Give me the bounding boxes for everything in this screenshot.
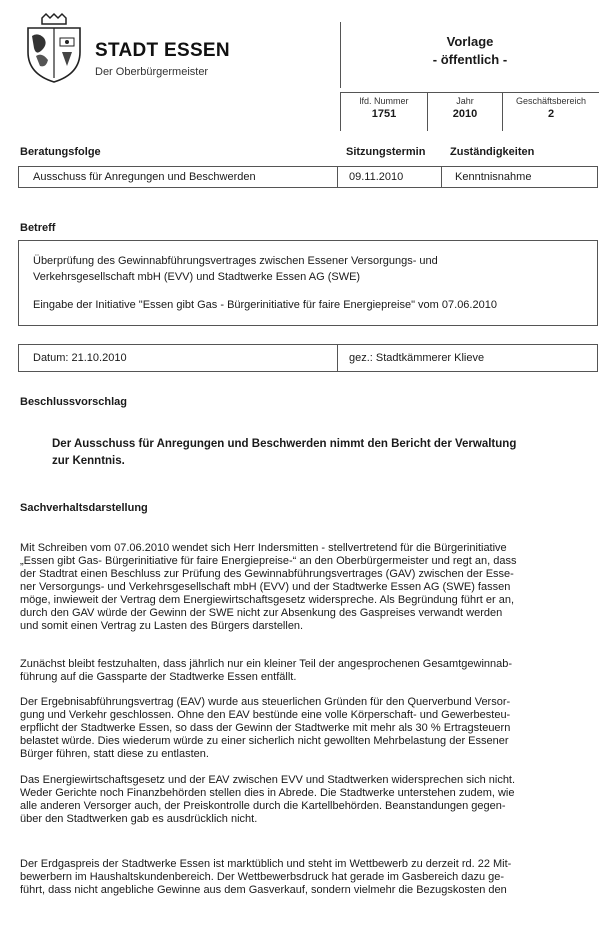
paragraph-line: Weder Gerichte noch Finanzbehörden stellen dies in Abrede. Die Stadtwerke unterstehen zudem, wie: [20, 787, 515, 799]
paragraph-line: möge, inwieweit der Vertrag dem Energiewirtschaftsgesetz widerspreche. Als Begründung führt er an,: [20, 594, 515, 606]
paragraph-line: erpflicht der Stadtwerke Essen, so dass der Gewinn der Stadtwerke mit mehr als 30 % Ertragsteuern: [20, 722, 511, 734]
betreff-line-1: Überprüfung des Gewinnabführungsvertrages zwischen Essener Versorgungs- und: [33, 255, 438, 267]
meta-label: Jahr: [456, 96, 474, 106]
meta-label: Geschäftsbereich: [515, 96, 587, 106]
paragraph-1: [20, 542, 568, 633]
sachverhalt-heading: Sachverhaltsdarstellung: [20, 502, 148, 514]
doc-type: Vorlage: [446, 34, 494, 49]
paragraph-line: alle anderen Versorger auch, der Preiskontrolle durch die Kartellbehörden. Beanstandungen gegen-: [20, 800, 506, 812]
paragraph-3: [20, 696, 568, 761]
meta-value: 2: [547, 108, 555, 120]
betreff-heading: Betreff: [20, 222, 56, 234]
paragraph-line: „Essen gibt Gas- Bürgerinitiative für faire Energiepreise-“ an den Oberbürgermeister und regt an, dass: [20, 555, 517, 567]
zustaendigkeit: Kenntnisnahme: [455, 171, 532, 183]
org-name: STADT ESSEN: [95, 40, 230, 61]
beratungsfolge-heading: Beratungsfolge: [20, 146, 101, 158]
signatory: gez.: Stadtkämmerer Klieve: [349, 352, 485, 364]
paragraph-line: über den Stadtwerken gab es ausdrücklich nicht.: [20, 813, 258, 825]
city-coat-of-arms-logo: [22, 12, 86, 84]
paragraph-line: Das Energiewirtschaftsgesetz und der EAV zwischen EVV und Stadtwerken widersprechen sich nicht.: [20, 774, 516, 786]
betreff-line-3: Eingabe der Initiative "Essen gibt Gas - Bürgerinitiative für faire Energiepreise" vom 07.06.2010: [33, 299, 497, 311]
paragraph-line: gung und Verkehr geschlossen. Ohne den EAV bestünde eine volle Körperschaft- und Gewerbesteu-: [20, 709, 511, 721]
sitzungstermin-heading: Sitzungstermin: [346, 146, 426, 158]
beschlussvorschlag-heading: Beschlussvorschlag: [20, 396, 127, 408]
paragraph-line: bewerbern im Haushaltskundenbereich. Der Wettbewerbsdruck hat gerade im Gasbereich dazu ge-: [20, 871, 505, 883]
paragraph-line: führt, dass nicht angebliche Gewinne aus dem Gasverkauf, sondern vielmehr die Bezugskosten den: [20, 884, 507, 896]
datum-row: [18, 344, 598, 372]
paragraph-line: Mit Schreiben vom 07.06.2010 wendet sich Herr Indersmitten - stellvertretend für die Bürgerinitiative: [20, 542, 507, 554]
beschluss-line-1: Der Ausschuss für Anregungen und Beschwerden nimmt den Bericht der Verwaltung: [52, 438, 517, 450]
paragraph-line: Der Ergebnisabführungsvertrag (EAV) wurde aus steuerlichen Gründen für den Querverbund Versor-: [20, 696, 511, 708]
meta-value: 2010: [452, 108, 478, 120]
meta-table: [340, 92, 599, 131]
paragraph-line: Bürger führen, statt diese zu entlasten.: [20, 748, 209, 760]
beschluss-line-2: zur Kenntnis.: [52, 455, 125, 467]
paragraph-line: und somit einen Vertrag zu Lasten des Bürgers darstellen.: [20, 620, 304, 632]
gremium: Ausschuss für Anregungen und Beschwerden: [33, 171, 256, 183]
meta-year-cell: [428, 93, 502, 131]
paragraph-2: [20, 658, 568, 684]
paragraph-line: durch den GAV würde der Gewinn der SWE nicht zur Absenkung des Gaspreises verwandt werden: [20, 607, 503, 619]
paragraph-line: belastet würde. Dies wiederum würde zu einer sicherlich nicht gewollten Mehrbelastung der Essener: [20, 735, 509, 747]
meta-number-cell: [341, 93, 427, 131]
paragraph-line: Der Erdgaspreis der Stadtwerke Essen ist marktüblich und steht im Wettbewerb zu derzeit rd. 22 Mit-: [20, 858, 512, 870]
meta-division-cell: [503, 93, 599, 131]
meta-label: lfd. Nummer: [359, 96, 409, 106]
paragraph-5: [20, 858, 568, 897]
paragraph-line: der Stadtrat einen Beschluss zur Prüfung des Gewinnabführungsvertrages (GAV) zwischen der Esse-: [20, 568, 514, 580]
paragraph-line: führung auf die Gassparte der Stadtwerke Essen entfällt.: [20, 671, 297, 683]
visibility-label: - öffentlich -: [432, 52, 508, 67]
org-subtitle: Der Oberbürgermeister: [95, 66, 209, 78]
datum: Datum: 21.10.2010: [33, 352, 127, 364]
beratung-row: [18, 166, 598, 188]
vorlage-box: [340, 22, 599, 88]
beschlussvorschlag-text: [52, 436, 572, 470]
betreff-box: [18, 240, 598, 326]
paragraph-4: [20, 774, 568, 826]
meta-value: 1751: [371, 108, 397, 120]
betreff-line-2: Verkehrsgesellschaft mbH (EVV) und Stadtwerke Essen AG (SWE): [33, 271, 361, 283]
zustaendigkeiten-heading: Zuständigkeiten: [450, 146, 535, 158]
sitzungstermin: 09.11.2010: [349, 171, 404, 183]
paragraph-line: Zunächst bleibt festzuhalten, dass jährlich nur ein kleiner Teil der angesprochenen Gesamtgewinnab-: [20, 658, 513, 670]
paragraph-line: ner Versorgungs- und Verkehrsgesellschaft mbH (EVV) und der Stadtwerke Essen AG (SWE) fassen: [20, 581, 511, 593]
